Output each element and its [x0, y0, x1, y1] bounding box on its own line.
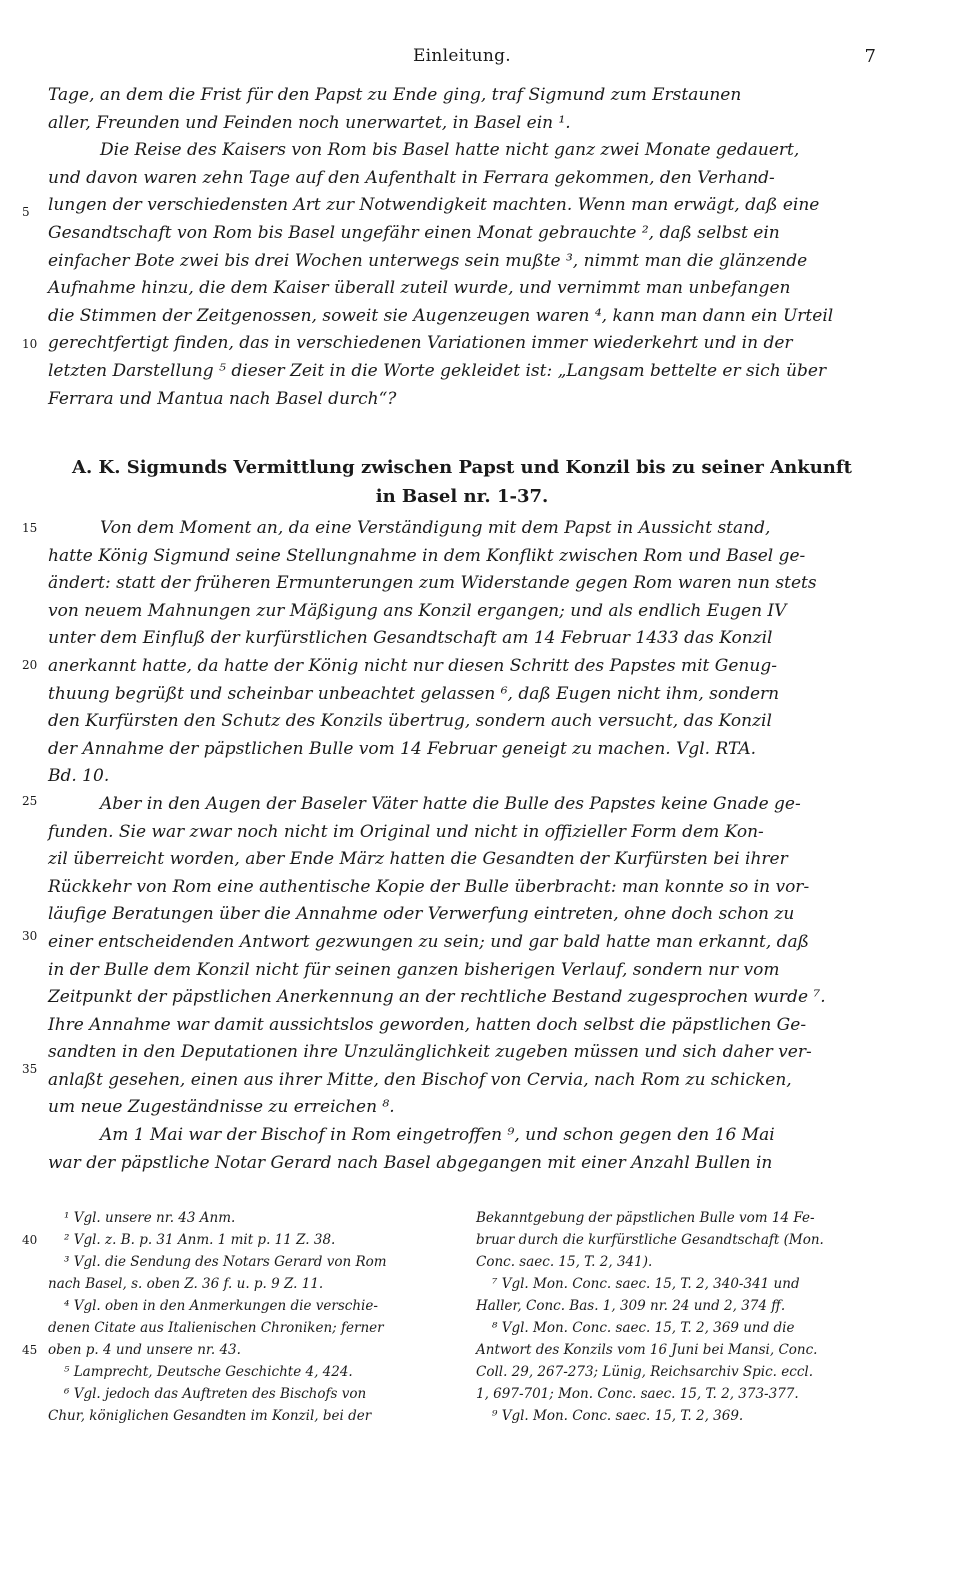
text-line: und davon waren zehn Tage auf den Aufenthalt in Ferrara gekommen, den Verhand- — [48, 167, 775, 188]
text-line: funden. Sie war zwar noch nicht im Original und nicht in offizieller Form dem Kon- — [48, 821, 764, 842]
footnote-line: oben p. 4 und unsere nr. 43. — [48, 1342, 241, 1358]
footnote-line: Chur, königlichen Gesandten im Konzil, bei der — [48, 1408, 372, 1424]
text-line: anlaßt gesehen, einen aus ihrer Mitte, den Bischof von Cervia, nach Rom zu schicken, — [48, 1069, 792, 1090]
footnote-line: bruar durch die kurfürstliche Gesandtschaft (Mon. — [476, 1232, 824, 1248]
running-title: Einleitung. — [412, 46, 512, 66]
text-line: von neuem Mahnungen zur Mäßigung ans Konzil ergangen; und als endlich Eugen IV — [48, 600, 787, 621]
line-number: 15 — [22, 521, 38, 535]
footnote-line: ⁶ Vgl. jedoch das Auftreten des Bischofs von — [64, 1386, 367, 1402]
footnotes-left-column — [48, 1207, 448, 1427]
section-heading — [48, 453, 876, 511]
text-line: lungen der verschiedensten Art zur Notwendigkeit machten. Wenn man erwägt, daß eine — [48, 195, 820, 216]
text-line: letzten Darstellung ⁵ dieser Zeit in die Worte gekleidet ist: „Langsam bettelte er sich über — [48, 360, 827, 381]
footnote-line: ⁵ Lamprecht, Deutsche Geschichte 4, 424. — [64, 1364, 353, 1380]
footnote-line: ⁹ Vgl. Mon. Conc. saec. 15, T. 2, 369. — [492, 1408, 744, 1424]
text-line: thuung begrüßt und scheinbar unbeachtet gelassen ⁶, daß Eugen nicht ihm, sondern — [48, 683, 780, 704]
text-line: der Annahme der päpstlichen Bulle vom 14 Februar geneigt zu machen. Vgl. RTA. — [48, 738, 757, 759]
line-number: 30 — [22, 929, 38, 943]
line-number: 5 — [22, 205, 30, 219]
page-number: 7 — [864, 46, 876, 67]
text-line: gerechtfertigt finden, das in verschiedenen Variationen immer wiederkehrt und in der — [48, 333, 793, 354]
text-line: zil überreicht worden, aber Ende März hatten die Gesandten der Kurfürsten bei ihrer — [48, 849, 788, 870]
text-line: läufige Beratungen über die Annahme oder Verwerfung eintreten, ohne doch schon zu — [48, 904, 795, 925]
text-line: Ihre Annahme war damit aussichtslos geworden, hatten doch selbst die päpstlichen Ge- — [48, 1014, 807, 1035]
footnote-line: denen Citate aus Italienischen Chroniken; ferner — [48, 1320, 384, 1336]
page-header — [48, 46, 876, 74]
footnote-line: Haller, Conc. Bas. 1, 309 nr. 24 und 2, 374 ff. — [476, 1298, 786, 1314]
footnote-line: ⁴ Vgl. oben in den Anmerkungen die verschie- — [64, 1298, 378, 1314]
text-line: anerkannt hatte, da hatte der König nicht nur diesen Schritt des Papstes mit Genug- — [48, 655, 777, 676]
text-line: Aber in den Augen der Baseler Väter hatte die Bulle des Papstes keine Gnade ge- — [100, 793, 801, 814]
text-line: Am 1 Mai war der Bischof in Rom eingetroffen ⁹, und schon gegen den 16 Mai — [100, 1125, 775, 1146]
footnote-line: 1, 697-701; Mon. Conc. saec. 15, T. 2, 373-377. — [476, 1386, 799, 1402]
footnote-line: Antwort des Konzils vom 16 Juni bei Mansi, Conc. — [476, 1342, 818, 1358]
text-line: Zeitpunkt der päpstlichen Anerkennung an der rechtliche Bestand zugesprochen wurde ⁷. — [48, 987, 826, 1008]
line-number: 35 — [22, 1062, 38, 1076]
text-line: Gesandtschaft von Rom bis Basel ungefähr einen Monat gebrauchte ², daß selbst ein — [48, 222, 780, 243]
text-line: Aufnahme hinzu, die dem Kaiser überall zuteil wurde, und vernimmt man unbefangen — [48, 278, 791, 299]
text-line: hatte König Sigmund seine Stellungnahme in dem Konflikt zwischen Rom und Basel ge- — [48, 545, 806, 566]
text-line: in der Bulle dem Konzil nicht für seinen ganzen bisherigen Verlauf, sondern nur vom — [48, 959, 780, 980]
footnote-line: Bekanntgebung der päpstlichen Bulle vom 14 Fe- — [476, 1210, 815, 1226]
text-line: Die Reise des Kaisers von Rom bis Basel hatte nicht ganz zwei Monate gedauert, — [100, 140, 800, 161]
text-line: um neue Zugeständnisse zu erreichen ⁸. — [48, 1097, 395, 1118]
text-line: die Stimmen der Zeitgenossen, soweit sie Augenzeugen waren ⁴, kann man dann ein Urteil — [48, 305, 834, 326]
footnote-line: ¹ Vgl. unsere nr. 43 Anm. — [64, 1210, 236, 1226]
footnote-line: ² Vgl. z. B. p. 31 Anm. 1 mit p. 11 Z. 38. — [64, 1232, 336, 1248]
paragraph-block-1 — [48, 82, 876, 413]
paragraph-block-2 — [48, 515, 876, 1177]
text-line: einer entscheidenden Antwort gezwungen zu sein; und gar bald hatte man erkannt, daß — [48, 931, 810, 952]
line-number: 25 — [22, 794, 38, 808]
footnote-line: nach Basel, s. oben Z. 36 f. u. p. 9 Z. 11. — [48, 1276, 324, 1292]
line-number: 40 — [22, 1233, 38, 1247]
text-line: unter dem Einfluß der kurfürstlichen Gesandtschaft am 14 Februar 1433 das Konzil — [48, 628, 773, 649]
line-number: 10 — [22, 337, 38, 351]
line-number: 20 — [22, 658, 38, 672]
section-heading-line-1: A. K. Sigmunds Vermittlung zwischen Papst und Konzil bis zu seiner Ankunft — [72, 457, 852, 478]
footnote-line: ⁸ Vgl. Mon. Conc. saec. 15, T. 2, 369 und die — [492, 1320, 795, 1336]
text-line: Bd. 10. — [48, 766, 110, 787]
footnote-line: ⁷ Vgl. Mon. Conc. saec. 15, T. 2, 340-341 und — [492, 1276, 800, 1292]
text-line: den Kurfürsten den Schutz des Konzils übertrug, sondern auch versucht, das Konzil — [48, 711, 772, 732]
text-line: Tage, an dem die Frist für den Papst zu Ende ging, traf Sigmund zum Erstaunen — [48, 85, 742, 105]
line-number: 45 — [22, 1343, 38, 1357]
footnote-line: ³ Vgl. die Sendung des Notars Gerard von Rom — [64, 1254, 387, 1270]
footnotes-right-column — [476, 1207, 876, 1427]
footnote-line: Conc. saec. 15, T. 2, 341). — [476, 1254, 653, 1270]
text-line: war der päpstliche Notar Gerard nach Basel abgegangen mit einer Anzahl Bullen in — [48, 1152, 773, 1173]
text-line: Von dem Moment an, da eine Verständigung mit dem Papst in Aussicht stand, — [100, 518, 771, 538]
text-line: aller, Freunden und Feinden noch unerwartet, in Basel ein ¹. — [48, 112, 571, 133]
text-line: Rückkehr von Rom eine authentische Kopie der Bulle überbracht: man konnte so in vor- — [48, 876, 810, 897]
text-line: ändert: statt der früheren Ermunterungen zum Widerstande gegen Rom waren nun stets — [48, 573, 817, 594]
text-line: einfacher Bote zwei bis drei Wochen unterwegs sein mußte ³, nimmt man die glänzende — [48, 250, 808, 271]
text-line: Ferrara und Mantua nach Basel durch“? — [48, 388, 397, 409]
footnote-line: Coll. 29, 267-273; Lünig, Reichsarchiv Spic. eccl. — [476, 1364, 813, 1380]
text-line: sandten in den Deputationen ihre Unzulänglichkeit zugeben müssen und sich daher ver- — [48, 1042, 812, 1063]
section-heading-line-2: in Basel nr. 1-37. — [375, 486, 549, 507]
